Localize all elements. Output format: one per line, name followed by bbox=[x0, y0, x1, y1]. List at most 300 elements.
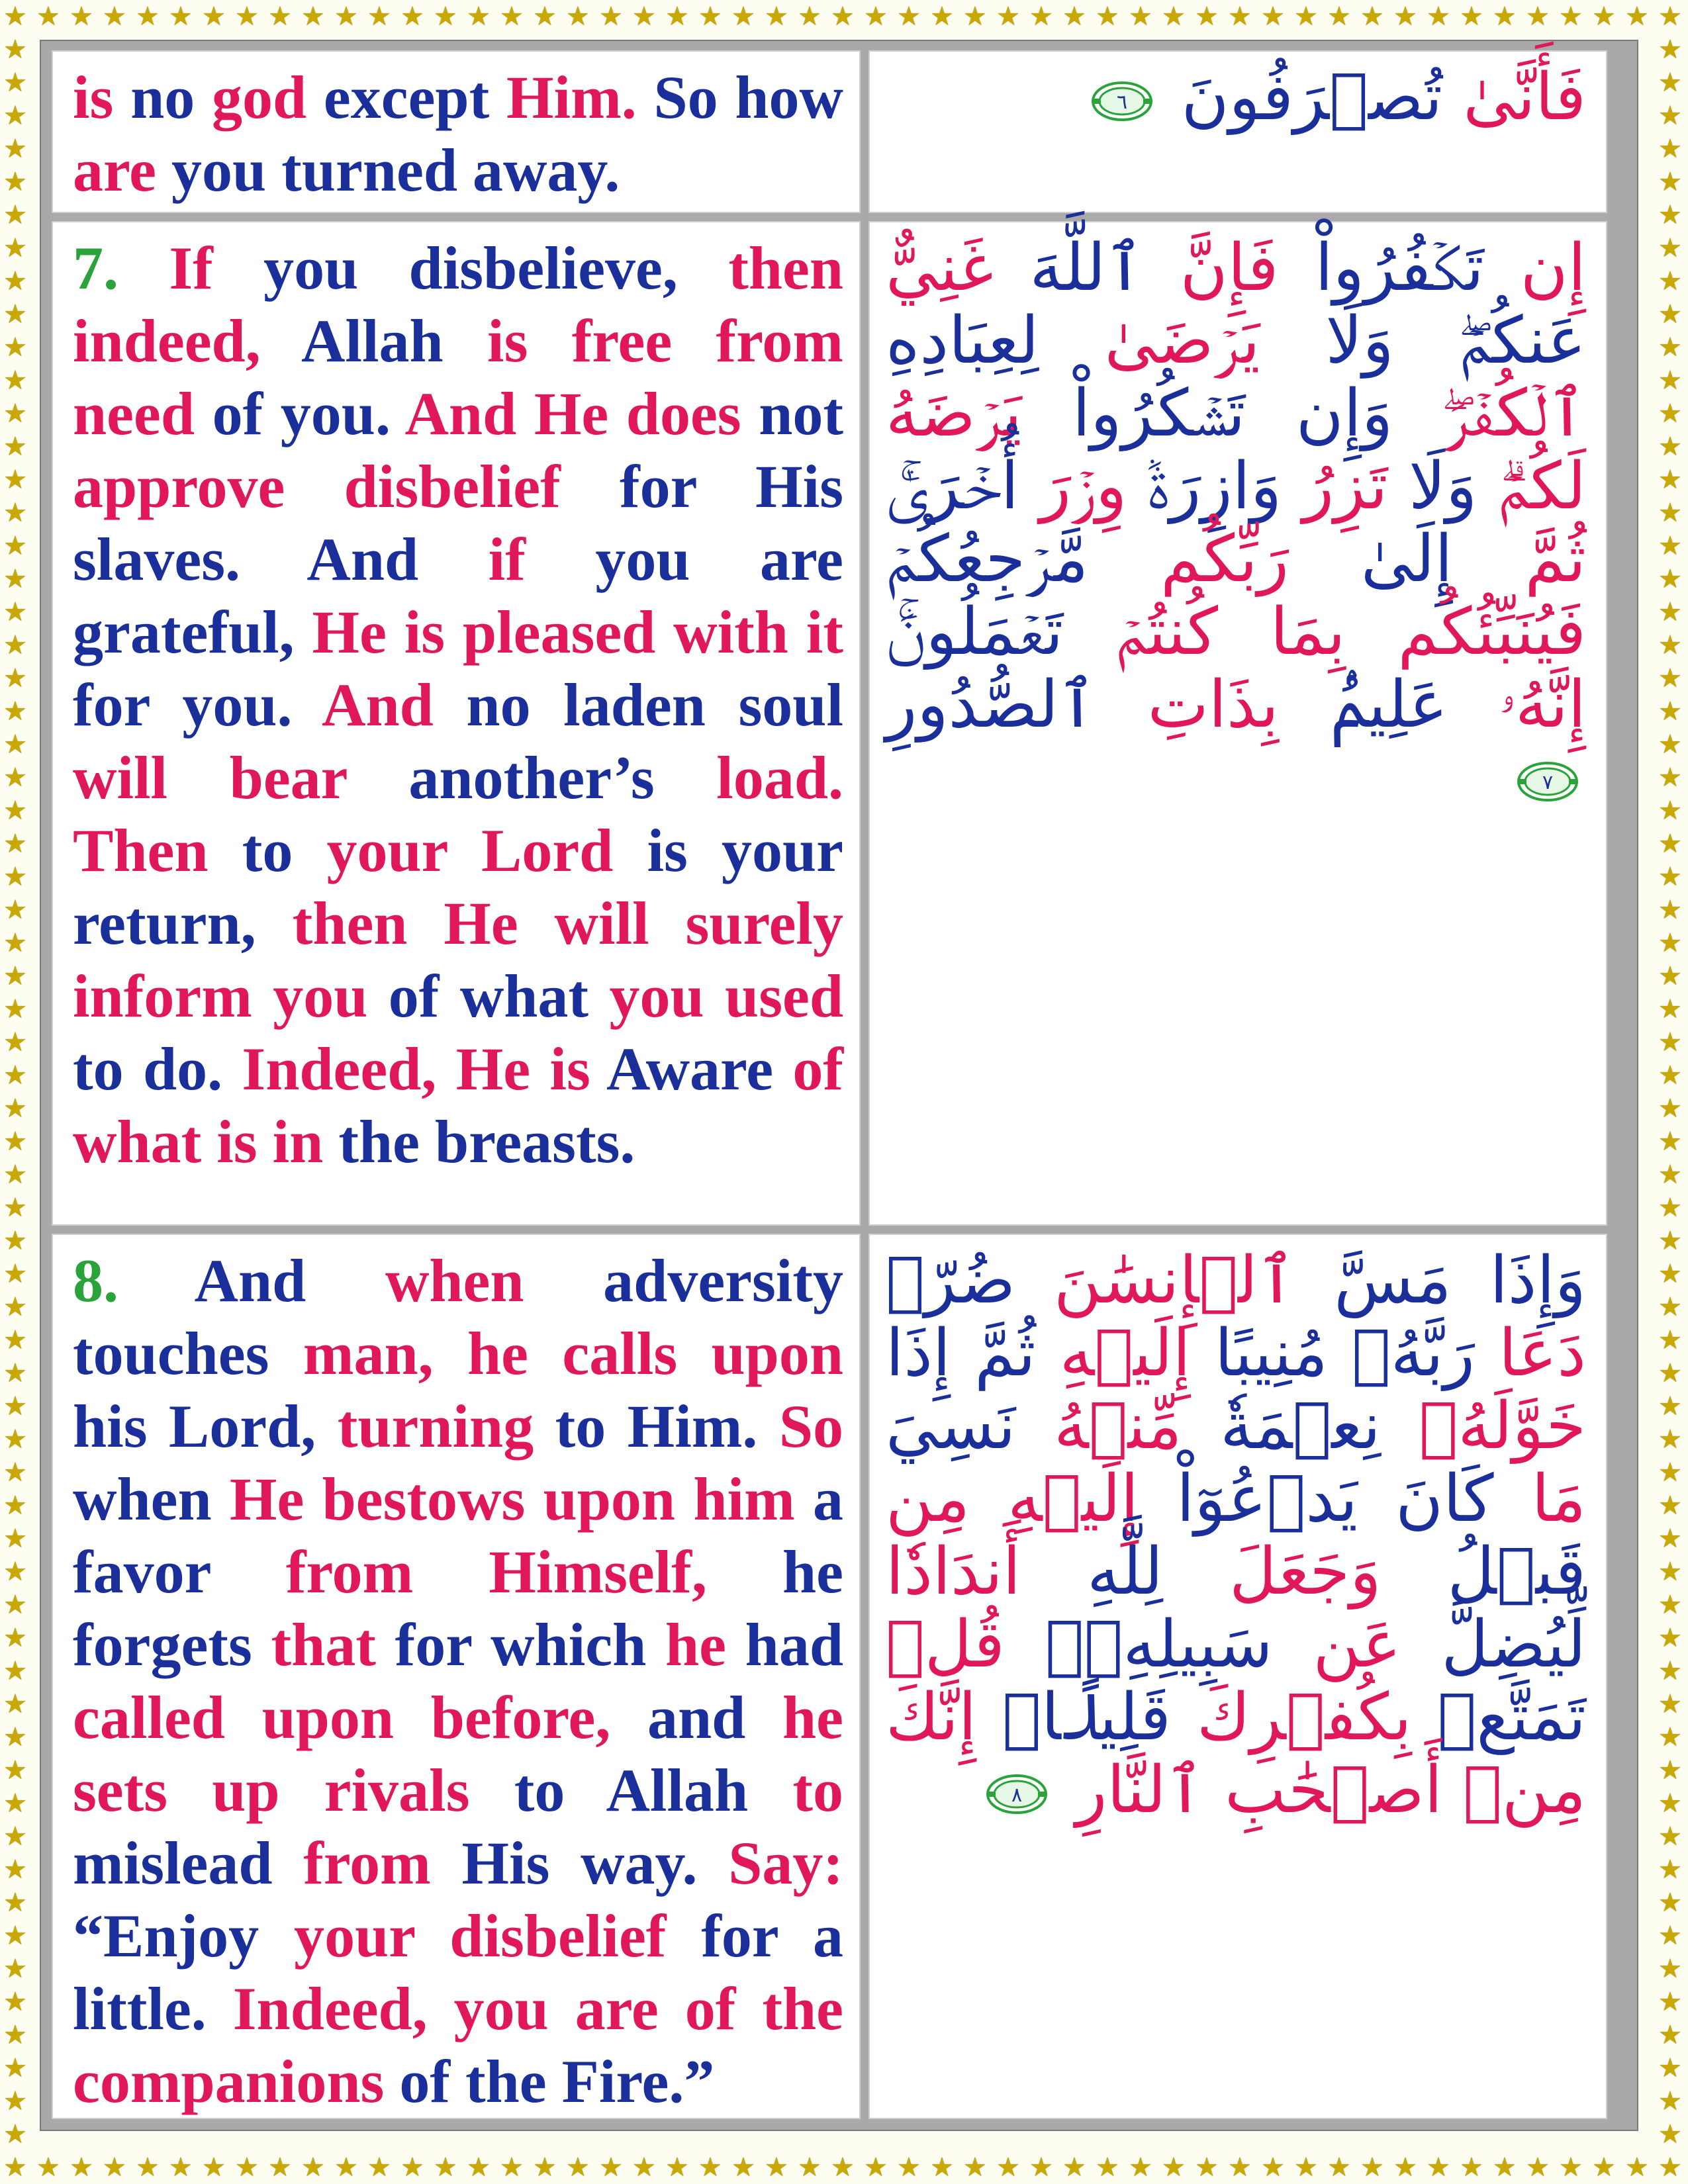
star-icon: ★ bbox=[434, 1, 457, 32]
star-icon: ★ bbox=[1096, 2152, 1119, 2183]
ayah-number: ٧ bbox=[1542, 771, 1554, 795]
text-segment: So how bbox=[653, 64, 843, 131]
star-icon: ★ bbox=[1658, 134, 1682, 164]
star-icon: ★ bbox=[3, 1093, 27, 1124]
star-icon: ★ bbox=[533, 1, 557, 32]
star-icon: ★ bbox=[1658, 829, 1682, 859]
text-segment: god bbox=[212, 64, 324, 131]
star-icon: ★ bbox=[1062, 2152, 1086, 2183]
star-icon: ★ bbox=[3, 1821, 27, 1852]
star-border-bottom bbox=[0, 2151, 1688, 2184]
text-segment: مَسَّ bbox=[1295, 1243, 1452, 1318]
star-icon: ★ bbox=[1658, 762, 1682, 793]
star-icon: ★ bbox=[1658, 2119, 1682, 2150]
star-icon: ★ bbox=[3, 1292, 27, 1322]
text-segment: سَبِيلِهِۦۚ bbox=[1004, 1607, 1273, 1682]
text-segment: from Himself, bbox=[285, 1538, 782, 1606]
star-icon: ★ bbox=[1658, 1027, 1682, 1058]
star-icon: ★ bbox=[1658, 398, 1682, 429]
star-icon: ★ bbox=[1559, 2152, 1583, 2183]
star-icon: ★ bbox=[1658, 1954, 1682, 1984]
star-icon: ★ bbox=[1658, 1722, 1682, 1752]
star-icon: ★ bbox=[1559, 1, 1583, 32]
text-segment: Allah bbox=[301, 307, 488, 375]
star-icon: ★ bbox=[1658, 34, 1682, 65]
star-icon: ★ bbox=[103, 1, 126, 32]
text-segment: to do. bbox=[73, 1035, 242, 1103]
star-icon: ★ bbox=[3, 2020, 27, 2050]
star-icon: ★ bbox=[731, 2152, 755, 2183]
star-icon: ★ bbox=[1658, 233, 1682, 263]
star-icon: ★ bbox=[3, 432, 27, 462]
text-segment: ٱلصُّدُورِ bbox=[886, 667, 1097, 743]
text-segment: Say: bbox=[728, 1829, 843, 1897]
star-icon: ★ bbox=[1658, 1755, 1682, 1786]
star-icon: ★ bbox=[3, 994, 27, 1024]
star-icon: ★ bbox=[136, 2152, 160, 2183]
star-icon: ★ bbox=[3, 398, 27, 429]
text-segment: فَإِنَّ bbox=[1143, 230, 1279, 306]
star-icon: ★ bbox=[1658, 1259, 1682, 1289]
text-segment: except bbox=[323, 64, 506, 131]
star-icon: ★ bbox=[1658, 498, 1682, 528]
text-segment: مَّرۡجِعُكُمۡ bbox=[886, 522, 1089, 597]
star-icon: ★ bbox=[930, 2152, 954, 2183]
star-icon: ★ bbox=[1029, 1, 1053, 32]
star-icon: ★ bbox=[3, 597, 27, 627]
star-icon: ★ bbox=[831, 1, 855, 32]
text-segment: you disbelieve, bbox=[263, 234, 729, 302]
text-segment: you are grateful, bbox=[73, 525, 843, 666]
star-icon: ★ bbox=[1658, 862, 1682, 892]
star-icon: ★ bbox=[1658, 1888, 1682, 1918]
star-icon: ★ bbox=[632, 1, 656, 32]
star-icon: ★ bbox=[1460, 1, 1483, 32]
star-icon: ★ bbox=[1658, 1325, 1682, 1355]
star-icon: ★ bbox=[3, 1060, 27, 1091]
text-segment: تَزِرُ bbox=[1282, 449, 1388, 524]
star-icon: ★ bbox=[996, 2152, 1020, 2183]
star-icon: ★ bbox=[3, 762, 27, 793]
star-icon: ★ bbox=[3, 1, 27, 32]
text-segment: no laden soul bbox=[466, 671, 843, 739]
star-icon: ★ bbox=[1162, 2152, 1186, 2183]
text-segment: is your return, bbox=[73, 817, 844, 957]
star-icon: ★ bbox=[169, 2152, 193, 2183]
text-segment: Indeed, you are of the companions bbox=[73, 1975, 843, 2115]
star-icon: ★ bbox=[1592, 1, 1616, 32]
star-icon: ★ bbox=[3, 1391, 27, 1422]
star-icon: ★ bbox=[963, 2152, 987, 2183]
text-segment: وِزۡرَ bbox=[1019, 449, 1127, 524]
text-segment: نِعۡمَةٗ bbox=[1182, 1388, 1381, 1464]
star-icon: ★ bbox=[599, 2152, 623, 2183]
star-icon: ★ bbox=[963, 1, 987, 32]
star-icon: ★ bbox=[1658, 1987, 1682, 2017]
text-segment: And bbox=[322, 671, 467, 739]
star-icon: ★ bbox=[1129, 2152, 1152, 2183]
star-icon: ★ bbox=[1162, 1, 1186, 32]
star-icon: ★ bbox=[765, 1, 788, 32]
star-icon: ★ bbox=[1526, 1, 1550, 32]
star-icon: ★ bbox=[731, 1, 755, 32]
text-segment: if bbox=[488, 525, 596, 593]
star-icon: ★ bbox=[3, 696, 27, 727]
star-icon: ★ bbox=[3, 200, 27, 230]
text-segment: رَبَّهُۥ bbox=[1327, 1316, 1475, 1391]
text-segment: وَإِن bbox=[1245, 376, 1393, 451]
text-segment: 8. bbox=[73, 1247, 195, 1314]
star-icon: ★ bbox=[1658, 167, 1682, 197]
star-icon: ★ bbox=[400, 2152, 424, 2183]
text-segment: إِلَىٰ bbox=[1289, 522, 1453, 597]
text-segment: from bbox=[303, 1829, 462, 1897]
star-icon: ★ bbox=[3, 630, 27, 660]
text-segment: your Lord bbox=[326, 817, 647, 884]
text-segment: another’s bbox=[408, 744, 717, 811]
text-segment: وَلَا bbox=[1260, 303, 1394, 379]
star-icon: ★ bbox=[1592, 2152, 1616, 2183]
star-icon: ★ bbox=[1658, 1226, 1682, 1256]
text-segment: إِلَيۡهِ bbox=[1035, 1316, 1191, 1391]
star-icon: ★ bbox=[1658, 465, 1682, 495]
text-segment: not bbox=[759, 380, 844, 447]
text-segment: وَجَعَلَ bbox=[1162, 1534, 1382, 1610]
text-segment: وَازِرَةٞ bbox=[1127, 449, 1282, 524]
text-segment: will bear bbox=[73, 744, 409, 811]
star-icon: ★ bbox=[1658, 796, 1682, 826]
text-segment: to Him. bbox=[555, 1392, 779, 1460]
text-segment: خَوَّلَهُۥ bbox=[1380, 1388, 1586, 1464]
star-icon: ★ bbox=[1658, 696, 1682, 727]
star-icon: ★ bbox=[1658, 2086, 1682, 2116]
star-icon: ★ bbox=[1493, 1, 1517, 32]
text-segment: أَندَادٗا bbox=[886, 1534, 1021, 1610]
star-icon: ★ bbox=[3, 34, 27, 65]
text-segment: يَرۡضَهُ bbox=[886, 376, 1022, 451]
text-segment: he sets up rivals bbox=[73, 1684, 843, 1824]
text-segment: مِن bbox=[886, 1461, 970, 1537]
text-segment: أَصۡحَٰبِ bbox=[1204, 1752, 1442, 1828]
star-icon: ★ bbox=[3, 829, 27, 859]
star-icon: ★ bbox=[1658, 266, 1682, 296]
star-icon: ★ bbox=[3, 1325, 27, 1355]
star-icon: ★ bbox=[3, 465, 27, 495]
text-segment: عَن bbox=[1272, 1607, 1401, 1682]
star-icon: ★ bbox=[1658, 663, 1682, 694]
star-icon: ★ bbox=[70, 1, 93, 32]
star-icon: ★ bbox=[3, 1424, 27, 1455]
star-icon: ★ bbox=[3, 266, 27, 296]
text-segment: ٱلنَّارِ bbox=[1075, 1752, 1205, 1828]
star-icon: ★ bbox=[3, 134, 27, 164]
star-icon: ★ bbox=[1658, 1656, 1682, 1686]
star-icon: ★ bbox=[533, 2152, 557, 2183]
star-icon: ★ bbox=[1658, 1490, 1682, 1521]
star-icon: ★ bbox=[1360, 1, 1384, 32]
star-icon: ★ bbox=[3, 1160, 27, 1190]
star-icon: ★ bbox=[1658, 299, 1682, 330]
star-icon: ★ bbox=[301, 2152, 325, 2183]
star-icon: ★ bbox=[1658, 1821, 1682, 1852]
star-icon: ★ bbox=[1658, 332, 1682, 363]
star-icon: ★ bbox=[1658, 2152, 1682, 2183]
text-segment: So bbox=[778, 1392, 843, 1460]
star-icon: ★ bbox=[1427, 1, 1450, 32]
text-segment: رَبِّكُم bbox=[1088, 522, 1289, 597]
star-icon: ★ bbox=[3, 1524, 27, 1554]
text-segment: ثُمَّ bbox=[951, 1316, 1036, 1391]
star-icon: ★ bbox=[235, 2152, 259, 2183]
text-segment: عَنكُمۡۖ bbox=[1393, 303, 1586, 379]
star-icon: ★ bbox=[1029, 2152, 1053, 2183]
translation-cell bbox=[52, 1234, 861, 2119]
star-icon: ★ bbox=[500, 2152, 524, 2183]
text-segment: مَا bbox=[1493, 1461, 1586, 1537]
star-icon: ★ bbox=[1658, 101, 1682, 131]
text-segment: for which bbox=[395, 1611, 665, 1678]
star-icon: ★ bbox=[1327, 2152, 1351, 2183]
text-segment: called upon bbox=[73, 1684, 431, 1751]
star-icon: ★ bbox=[1658, 2020, 1682, 2050]
text-segment: And He does bbox=[404, 380, 759, 447]
text-segment: and bbox=[647, 1684, 782, 1751]
verse-row-6 bbox=[52, 50, 1607, 213]
star-icon: ★ bbox=[467, 1, 491, 32]
star-icon: ★ bbox=[1658, 1424, 1682, 1455]
star-icon: ★ bbox=[1658, 1193, 1682, 1223]
text-segment: He bestows upon him bbox=[229, 1465, 814, 1533]
star-icon: ★ bbox=[1658, 928, 1682, 958]
star-icon: ★ bbox=[1393, 2152, 1417, 2183]
text-segment: a favor bbox=[73, 1465, 844, 1606]
text-segment: mislead bbox=[73, 1829, 304, 1897]
star-icon: ★ bbox=[202, 1, 226, 32]
text-segment: ٱلۡكُفۡرَۖ bbox=[1393, 376, 1586, 451]
text-segment: مِنۡ bbox=[1442, 1752, 1586, 1828]
text-segment: before, bbox=[430, 1684, 648, 1751]
star-icon: ★ bbox=[1129, 1, 1152, 32]
star-icon: ★ bbox=[3, 332, 27, 363]
star-icon: ★ bbox=[1526, 2152, 1550, 2183]
star-icon: ★ bbox=[3, 796, 27, 826]
star-icon: ★ bbox=[169, 1, 193, 32]
star-icon: ★ bbox=[3, 299, 27, 330]
star-icon: ★ bbox=[3, 68, 27, 98]
star-icon: ★ bbox=[3, 1457, 27, 1488]
star-icon: ★ bbox=[3, 1027, 27, 1058]
star-icon: ★ bbox=[1658, 630, 1682, 660]
ayah-end-marker-icon bbox=[1090, 79, 1154, 123]
star-icon: ★ bbox=[1658, 564, 1682, 594]
text-segment: إِذَا bbox=[886, 1316, 951, 1391]
star-icon: ★ bbox=[70, 2152, 93, 2183]
star-icon: ★ bbox=[798, 1, 821, 32]
star-icon: ★ bbox=[3, 233, 27, 263]
star-icon: ★ bbox=[1393, 1, 1417, 32]
star-icon: ★ bbox=[36, 1, 60, 32]
star-icon: ★ bbox=[3, 2119, 27, 2150]
star-icon: ★ bbox=[798, 2152, 821, 2183]
text-segment: بِذَاتِ bbox=[1096, 667, 1279, 743]
text-segment: كَانَ bbox=[1358, 1461, 1494, 1537]
star-icon: ★ bbox=[3, 862, 27, 892]
text-segment: Indeed, He is bbox=[242, 1035, 606, 1103]
text-segment: لَكُمۡۗ bbox=[1477, 449, 1586, 524]
star-icon: ★ bbox=[3, 663, 27, 694]
star-icon: ★ bbox=[1658, 1623, 1682, 1653]
star-icon: ★ bbox=[202, 2152, 226, 2183]
translation-cell bbox=[52, 50, 861, 213]
text-segment: the breasts. bbox=[338, 1108, 635, 1175]
translation-cell bbox=[52, 221, 861, 1226]
ayah-end-marker-icon bbox=[1516, 760, 1579, 803]
star-icon: ★ bbox=[1195, 2152, 1219, 2183]
star-icon: ★ bbox=[1658, 68, 1682, 98]
star-icon: ★ bbox=[632, 2152, 656, 2183]
star-icon: ★ bbox=[3, 2086, 27, 2116]
text-segment: when bbox=[73, 1465, 230, 1533]
ayah-number: ٦ bbox=[1117, 91, 1128, 114]
text-segment: ٱلۡإِنسَٰنَ bbox=[1015, 1243, 1296, 1318]
text-segment: تَشۡكُرُواْ bbox=[1021, 376, 1246, 451]
ayah-number: ٨ bbox=[1011, 1784, 1022, 1807]
star-icon: ★ bbox=[3, 1358, 27, 1388]
text-segment: قَلِيلًاۖ bbox=[976, 1680, 1172, 1755]
star-icon: ★ bbox=[1658, 1292, 1682, 1322]
text-segment: لِّيُضِلَّ bbox=[1401, 1607, 1586, 1682]
star-icon: ★ bbox=[3, 1623, 27, 1653]
text-segment: load. Then bbox=[73, 744, 843, 884]
text-segment: you used bbox=[609, 962, 843, 1030]
star-icon: ★ bbox=[3, 1689, 27, 1719]
star-icon: ★ bbox=[765, 2152, 788, 2183]
star-icon: ★ bbox=[1658, 1358, 1682, 1388]
star-icon: ★ bbox=[3, 1490, 27, 1521]
star-icon: ★ bbox=[1658, 1590, 1682, 1620]
star-icon: ★ bbox=[1658, 597, 1682, 627]
star-icon: ★ bbox=[500, 1, 524, 32]
text-segment: Aware bbox=[606, 1035, 793, 1103]
text-segment: is free from need bbox=[73, 307, 843, 447]
star-icon: ★ bbox=[3, 531, 27, 561]
star-icon: ★ bbox=[3, 167, 27, 197]
text-segment: قُلۡ bbox=[886, 1607, 1005, 1682]
star-icon: ★ bbox=[1658, 1093, 1682, 1124]
text-segment: man, he calls upon bbox=[303, 1320, 843, 1387]
star-icon: ★ bbox=[301, 1, 325, 32]
star-border-left bbox=[0, 33, 33, 2151]
text-segment: then indeed, bbox=[73, 234, 843, 375]
arabic-text bbox=[886, 1244, 1586, 1827]
arabic-cell bbox=[868, 1234, 1607, 2119]
star-icon: ★ bbox=[3, 1755, 27, 1786]
text-segment: بِكُفۡرِكَ bbox=[1171, 1680, 1412, 1755]
star-icon: ★ bbox=[1658, 895, 1682, 925]
text-segment: ٱللَّهَ bbox=[993, 230, 1144, 306]
star-icon: ★ bbox=[3, 1722, 27, 1752]
text-segment: نَسِيَ bbox=[886, 1388, 1016, 1464]
verse-row-7 bbox=[52, 221, 1607, 1226]
star-icon: ★ bbox=[1294, 2152, 1318, 2183]
star-icon: ★ bbox=[3, 1954, 27, 1984]
star-icon: ★ bbox=[566, 1, 590, 32]
text-segment: And bbox=[194, 1247, 385, 1314]
star-icon: ★ bbox=[3, 498, 27, 528]
verse-row-8 bbox=[52, 1234, 1607, 2119]
translation-text bbox=[73, 61, 843, 206]
star-icon: ★ bbox=[3, 1126, 27, 1157]
star-icon: ★ bbox=[1658, 1, 1682, 32]
star-icon: ★ bbox=[864, 1, 888, 32]
text-segment: كُنتُمۡ bbox=[1063, 594, 1219, 670]
star-icon: ★ bbox=[1625, 2152, 1649, 2183]
star-icon: ★ bbox=[864, 2152, 888, 2183]
text-segment: then He will surely inform you bbox=[73, 889, 843, 1030]
star-icon: ★ bbox=[1658, 1557, 1682, 1587]
text-segment: Him. bbox=[506, 64, 654, 131]
text-segment: approve disbelief bbox=[73, 453, 620, 520]
text-segment: ضُرّٞ bbox=[886, 1243, 1016, 1318]
text-segment: of what bbox=[388, 962, 610, 1030]
text-segment: to bbox=[242, 817, 327, 884]
star-icon: ★ bbox=[698, 1, 722, 32]
text-segment: لِلَّهِ bbox=[1021, 1534, 1163, 1610]
star-icon: ★ bbox=[1228, 2152, 1252, 2183]
star-icon: ★ bbox=[1294, 1, 1318, 32]
star-icon: ★ bbox=[268, 2152, 292, 2183]
star-icon: ★ bbox=[1658, 200, 1682, 230]
text-segment: for His slaves. And bbox=[73, 453, 843, 593]
star-icon: ★ bbox=[897, 1, 921, 32]
star-icon: ★ bbox=[3, 2152, 27, 2183]
translation-text bbox=[73, 1244, 843, 2118]
star-icon: ★ bbox=[1327, 1, 1351, 32]
star-icon: ★ bbox=[3, 895, 27, 925]
text-segment: فَأَنَّىٰ bbox=[1442, 60, 1586, 135]
text-segment: أُخۡرَىٰۚ bbox=[886, 449, 1019, 524]
text-segment: turning bbox=[337, 1392, 555, 1460]
star-icon: ★ bbox=[3, 1987, 27, 2017]
star-icon: ★ bbox=[367, 1, 391, 32]
text-segment: If bbox=[169, 234, 264, 302]
text-segment: تَكۡفُرُواْ bbox=[1278, 230, 1484, 306]
star-icon: ★ bbox=[268, 1, 292, 32]
star-icon: ★ bbox=[1658, 994, 1682, 1024]
text-segment: is bbox=[73, 64, 131, 131]
star-icon: ★ bbox=[1658, 1524, 1682, 1554]
translation-text bbox=[73, 232, 843, 1178]
star-icon: ★ bbox=[1062, 1, 1086, 32]
text-segment: تَعۡمَلُونَۚ bbox=[886, 594, 1064, 670]
star-icon: ★ bbox=[1658, 531, 1682, 561]
star-icon: ★ bbox=[1427, 2152, 1450, 2183]
text-segment: غَنِيٌّ bbox=[886, 230, 994, 306]
text-segment: يَرۡضَىٰ bbox=[1039, 303, 1260, 379]
text-segment: قَبۡلُ bbox=[1381, 1534, 1586, 1610]
star-icon: ★ bbox=[3, 1557, 27, 1587]
star-icon: ★ bbox=[1625, 1, 1649, 32]
star-icon: ★ bbox=[3, 365, 27, 396]
text-segment: He is pleased with it bbox=[312, 598, 843, 666]
star-icon: ★ bbox=[367, 2152, 391, 2183]
text-segment: إِن bbox=[1483, 230, 1586, 306]
star-icon: ★ bbox=[3, 1590, 27, 1620]
star-icon: ★ bbox=[3, 1226, 27, 1256]
star-icon: ★ bbox=[1195, 1, 1219, 32]
text-segment: when bbox=[385, 1247, 604, 1314]
star-icon: ★ bbox=[1658, 365, 1682, 396]
